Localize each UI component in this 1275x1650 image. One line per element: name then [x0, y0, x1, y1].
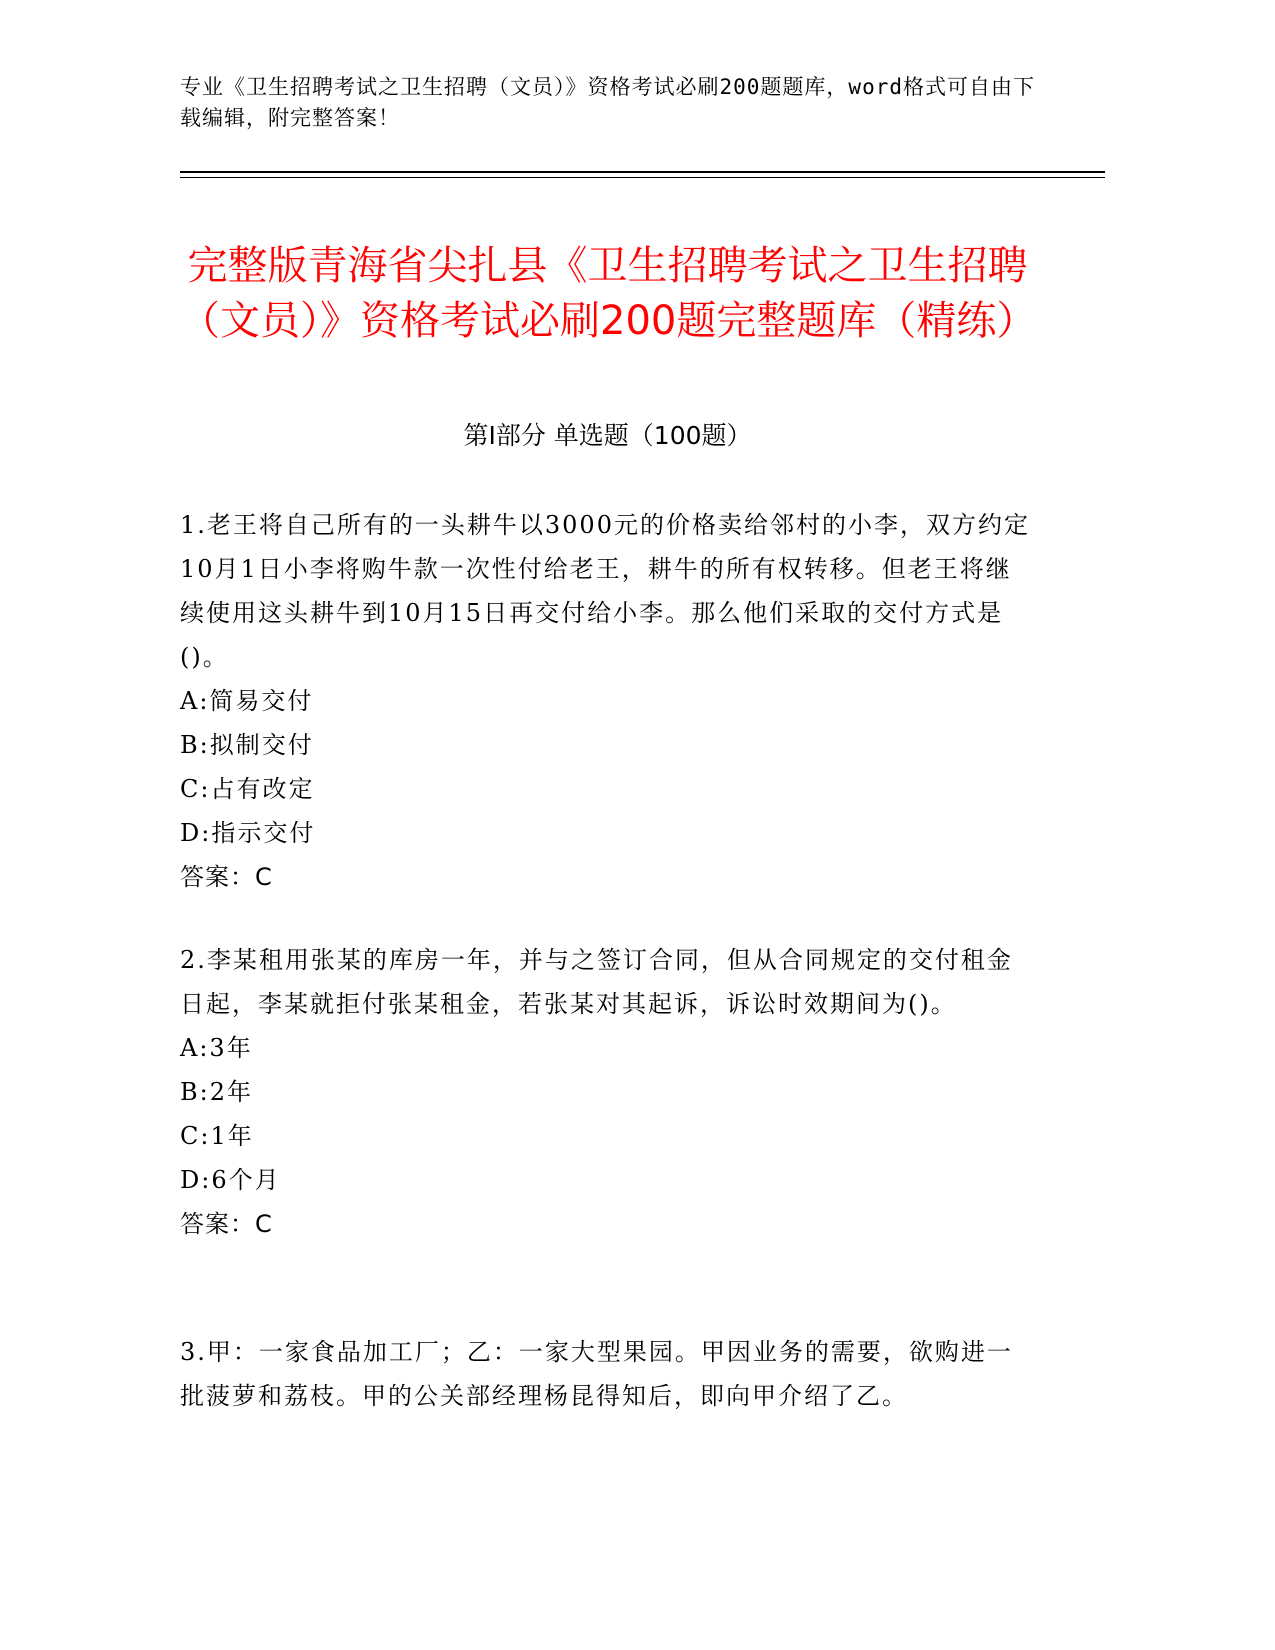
document-title: 完整版青海省尖扎县《卫生招聘考试之卫生招聘（文员）》资格考试必刷200题完整题库（精练） [180, 242, 1037, 344]
question-stem: 1.老王将自己所有的一头耕牛以3000元的价格卖给邻村的小李，双方约定10月1日小李将购牛款一次性付给老王，耕牛的所有权转移。但老王将继续使用这头耕牛到10月15日再交付给小李。那么他们采取的交付方式是()。 [180, 511, 1030, 671]
answer: 答案：C [180, 1210, 273, 1238]
option-c: C:占有改定 [180, 775, 315, 803]
option-d: D:指示交付 [180, 819, 316, 847]
question-1 [180, 503, 1030, 899]
question-2 [180, 938, 1030, 1246]
question-3 [180, 1330, 1030, 1418]
header-note: 专业《卫生招聘考试之卫生招聘（文员）》资格考试必刷200题题库，word格式可自由下载编辑，附完整答案！ [180, 75, 1035, 130]
section-title: 第Ⅰ部分 单选题（100题） [463, 421, 752, 450]
option-b: B:拟制交付 [180, 731, 314, 759]
option-d: D:6个月 [180, 1166, 281, 1194]
question-stem: 2.李某租用张某的库房一年，并与之签订合同，但从合同规定的交付租金日起，李某就拒付张某租金，若张某对其起诉，诉讼时效期间为()。 [180, 946, 1013, 1018]
option-c: C:1年 [180, 1122, 254, 1150]
option-a: A:简易交付 [180, 687, 314, 715]
option-b: B:2年 [180, 1078, 253, 1106]
answer: 答案：C [180, 863, 273, 891]
header-divider-thin [180, 177, 1105, 178]
header-divider-thick [180, 171, 1105, 173]
option-a: A:3年 [180, 1034, 253, 1062]
question-stem: 3.甲：一家食品加工厂；乙：一家大型果园。甲因业务的需要，欲购进一批菠萝和荔枝。甲的公关部经理杨昆得知后，即向甲介绍了乙。 [180, 1338, 1013, 1410]
